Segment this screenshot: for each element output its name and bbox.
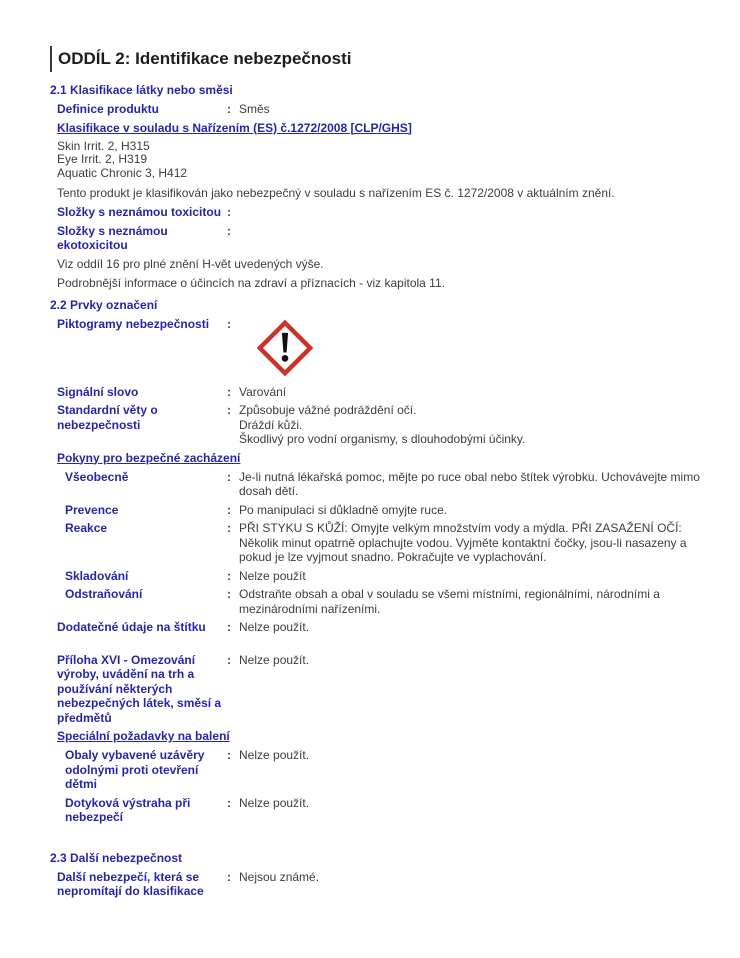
colon: : bbox=[227, 587, 231, 601]
vseobecne-label: Všeobecně bbox=[65, 469, 129, 484]
standardni-vety-label: Standardní věty o nebezpečnosti bbox=[57, 403, 158, 432]
row-signalni-slovo bbox=[50, 385, 712, 400]
dotykova-vystraha-label: Dotyková výstraha při nebezpečí bbox=[65, 795, 191, 824]
piktogramy-label: Piktogramy nebezpečnosti bbox=[57, 316, 210, 331]
obaly-uzavery-value: Nelze použít. bbox=[239, 748, 310, 762]
heading-2-1: 2.1 Klasifikace látky nebo směsi bbox=[50, 83, 233, 97]
signalni-slovo-value: Varování bbox=[239, 384, 287, 399]
row-priloha-xvi bbox=[50, 653, 712, 726]
colon: : bbox=[227, 223, 231, 238]
colon: : bbox=[227, 403, 231, 417]
row-dotykova-vystraha bbox=[50, 796, 712, 825]
priloha-xvi-value: Nelze použít. bbox=[239, 652, 310, 667]
colon: : bbox=[227, 652, 231, 667]
odstranovani-label: Odstraňování bbox=[65, 587, 143, 601]
row-reakce bbox=[50, 521, 712, 565]
hazard-class-line: Eye Irrit. 2, H319 bbox=[57, 152, 148, 166]
odstranovani-value: Odstraňte obsah a obal v souladu se všemi místními, regionálními, národními a mezinárodními nařízeními. bbox=[239, 587, 660, 616]
pokyny-heading: Pokyny pro bezpečné zacházení bbox=[57, 450, 241, 465]
heading-2-2: 2.2 Prvky označení bbox=[50, 297, 158, 312]
hazard-class-line: Aquatic Chronic 3, H412 bbox=[57, 165, 188, 180]
colon: : bbox=[227, 316, 231, 331]
colon: : bbox=[227, 620, 231, 634]
row-standardni-vety bbox=[50, 403, 712, 447]
vseobecne-value: Je-li nutná lékařská pomoc, mějte po ruce obal nebo štítek výrobku. Uchovávejte mimo dosah dětí. bbox=[239, 469, 700, 498]
dalsi-nebezpeci-label: Další nebezpečí, která se nepromítají do klasifikace bbox=[57, 869, 204, 898]
definice-produktu-value: Směs bbox=[239, 102, 270, 116]
piktogramy-value bbox=[239, 317, 712, 376]
colon: : bbox=[227, 205, 231, 219]
signalni-slovo-label: Signální slovo bbox=[57, 384, 139, 399]
more-info-note: Podrobnější informace o účincích na zdraví a příznacích - viz kapitola 11. bbox=[57, 275, 445, 290]
row-dalsi-nebezpeci bbox=[50, 870, 712, 899]
reakce-label: Reakce bbox=[65, 521, 108, 535]
colon: : bbox=[227, 469, 231, 484]
row-odstranovani bbox=[50, 587, 712, 616]
row-piktogramy bbox=[50, 317, 712, 377]
specialni-pozadavky-heading: Speciální požadavky na balení bbox=[57, 729, 230, 743]
slozky-toxicita-label: Složky s neznámou toxicitou bbox=[57, 205, 222, 219]
hazard-class-line: Skin Irrit. 2, H315 bbox=[57, 138, 150, 153]
prevence-label: Prevence bbox=[65, 502, 119, 517]
definice-produktu-label: Definice produktu bbox=[57, 102, 160, 116]
row-skladovani bbox=[50, 569, 712, 584]
hazard-class-list bbox=[57, 140, 712, 181]
row-vseobecne bbox=[50, 470, 712, 499]
obaly-uzavery-label: Obaly vybavené uzávěry odolnými proti otevření dětmi bbox=[65, 748, 205, 791]
row-slozky-toxicita bbox=[50, 205, 712, 220]
standardni-vety-value bbox=[239, 403, 712, 447]
see-section-16-note: Viz oddíl 16 pro plné znění H-vět uvedených výše. bbox=[57, 256, 324, 271]
prevence-value: Po manipulaci si důkladně omyjte ruce. bbox=[239, 502, 448, 517]
ghs07-exclamation-mark-pictogram bbox=[257, 320, 313, 376]
classified-note: Tento produkt je klasifikován jako nebezpečný v souladu s nařízením ES č. 1272/2008 v aktuálním znění. bbox=[57, 186, 615, 200]
colon: : bbox=[227, 869, 231, 884]
priloha-xvi-label: Příloha XVI - Omezování výroby, uvádění na trh a používání některých nebezpečných látek, směsí a předmětů bbox=[57, 652, 222, 725]
colon: : bbox=[227, 521, 231, 535]
dotykova-vystraha-value: Nelze použít. bbox=[239, 795, 310, 810]
skladovani-label: Skladování bbox=[65, 568, 129, 583]
colon: : bbox=[227, 795, 231, 810]
row-obaly-uzavery bbox=[50, 748, 712, 792]
colon: : bbox=[227, 502, 231, 517]
row-dodatecne-udaje bbox=[50, 620, 712, 635]
section-title: ODDÍL 2: Identifikace nebezpečnosti bbox=[50, 46, 712, 72]
skladovani-value: Nelze použít bbox=[239, 568, 306, 583]
reakce-value: PŘI STYKU S KŮŽÍ: Omyjte velkým množstvím vody a mýdla. PŘI ZASAŽENÍ OČÍ: Několik minut opatrně oplachujte vodou. Vyjměte kontaktní čočky, jsou-li nasazeny a pokud je lze vyjmout snadno. Pokračujte ve vyplachování. bbox=[239, 521, 687, 564]
row-definice-produktu bbox=[50, 102, 712, 117]
dodatecne-udaje-label: Dodatečné údaje na štítku bbox=[57, 620, 206, 634]
heading-2-3: 2.3 Další nebezpečnost bbox=[50, 850, 183, 865]
colon: : bbox=[227, 568, 231, 583]
slozky-ekotoxicita-label: Složky s neznámou ekotoxicitou bbox=[57, 223, 168, 252]
row-slozky-ekotoxicita bbox=[50, 224, 712, 253]
hazard-statement-line: Způsobuje vážné podráždění očí. bbox=[239, 403, 417, 417]
colon: : bbox=[227, 102, 231, 116]
colon: : bbox=[227, 748, 231, 762]
colon: : bbox=[227, 384, 231, 399]
row-prevence bbox=[50, 503, 712, 518]
dodatecne-udaje-value: Nelze použít. bbox=[239, 620, 310, 634]
dalsi-nebezpeci-value: Nejsou známé. bbox=[239, 869, 320, 884]
hazard-statement-line: Škodlivý pro vodní organismy, s dlouhodobými účinky. bbox=[239, 432, 526, 446]
klasifikace-clp-heading: Klasifikace v souladu s Nařízením (ES) č.1272/2008 [CLP/GHS] bbox=[57, 120, 412, 135]
hazard-statement-line: Dráždí kůži. bbox=[239, 417, 303, 432]
